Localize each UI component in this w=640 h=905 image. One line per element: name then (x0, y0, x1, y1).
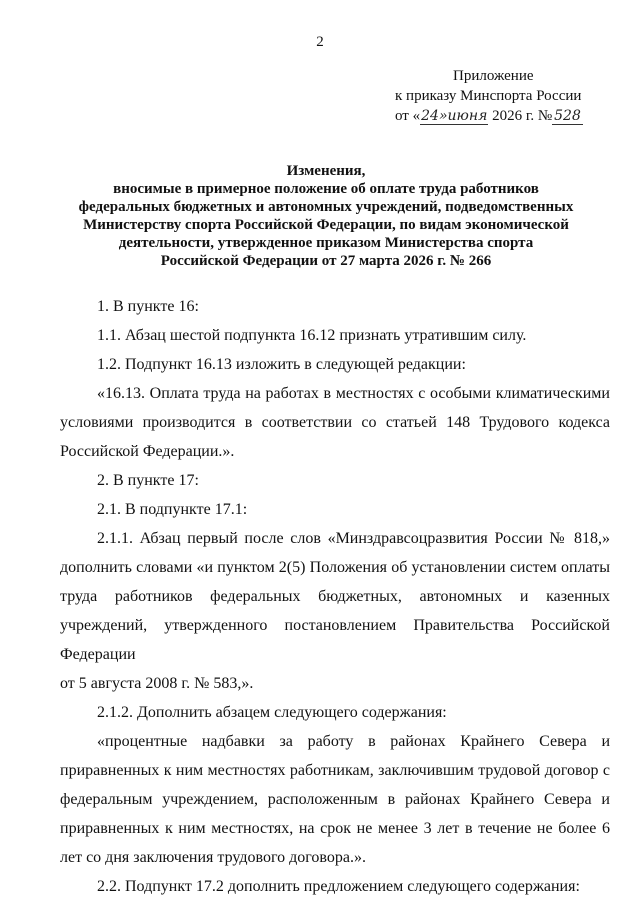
paragraph-item-2-1-2: 2.1.2. Дополнить абзацем следующего содержания: (97, 704, 447, 721)
paragraph-item-2-1-1: 2.1.1. Абзац первый после слов «Минздравсоцразвития России № 818,» дополнить словами «и пунктом 2(5) Положения об установлении систем оплаты труда работников федеральных бюджетных, автономных и казенных учреждений, утвержденного постановлением Правительства Российской Федерации (60, 530, 610, 663)
document-heading (60, 162, 592, 270)
heading-line: федеральных бюджетных и автономных учреждений, подведомственных (78, 199, 574, 215)
appendix-order-reference: к приказу Минспорта России (395, 88, 582, 104)
page-number: 2 (316, 34, 324, 50)
date-prefix: от « (395, 108, 421, 124)
paragraph-item-2: 2. В пункте 17: (97, 472, 199, 489)
appendix-date-line (395, 106, 635, 126)
handwritten-order-number: 528 (554, 108, 581, 124)
appendix-title: Приложение (453, 68, 534, 84)
paragraph-quote-allowances: «процентные надбавки за работу в районах Крайнего Севера и приравненных к ним местностях работникам, заключившим трудовой договор с федеральным учреждением, расположенным в районах Крайнего Севера и приравненных к ним местностях, на срок не менее 3 лет в течение не более 6 лет со дня заключения трудового договора.». (60, 733, 610, 866)
handwritten-day: 24 (421, 108, 439, 124)
paragraph-item-2-1: 2.1. В подпункте 17.1: (97, 501, 248, 518)
handwritten-month: июня (447, 108, 488, 124)
paragraph-item-1: 1. В пункте 16: (97, 298, 199, 315)
paragraph-item-1-1: 1.1. Абзац шестой подпункта 16.12 признать утратившим силу. (97, 327, 527, 344)
paragraph-item-2-1-1-continuation: от 5 августа 2008 г. № 583,». (60, 675, 254, 692)
paragraph-item-1-2: 1.2. Подпункт 16.13 изложить в следующей редакции: (97, 356, 466, 373)
paragraph-item-2-2: 2.2. Подпункт 17.2 дополнить предложением следующего содержания: (97, 878, 580, 895)
paragraph-quote-16-13: «16.13. Оплата труда на работах в местностях с особыми климатическими условиями производится в соответствии со статьей 148 Трудового кодекса Российской Федерации.». (60, 385, 610, 460)
heading-line: деятельности, утвержденное приказом Министерства спорта (118, 235, 534, 251)
handwritten-date (420, 108, 488, 125)
date-year: 2026 г. № (488, 108, 553, 124)
date-separator: » (438, 108, 448, 124)
heading-line: Российской Федерации от 27 марта 2026 г. № 266 (160, 253, 492, 269)
appendix-block (395, 66, 635, 126)
heading-line: вносимые в примерное положение об оплате труда работников (113, 181, 539, 197)
heading-line: Министерству спорта Российской Федерации, по видам экономической (83, 217, 569, 233)
heading-title: Изменения, (286, 163, 366, 179)
document-body (60, 292, 610, 901)
